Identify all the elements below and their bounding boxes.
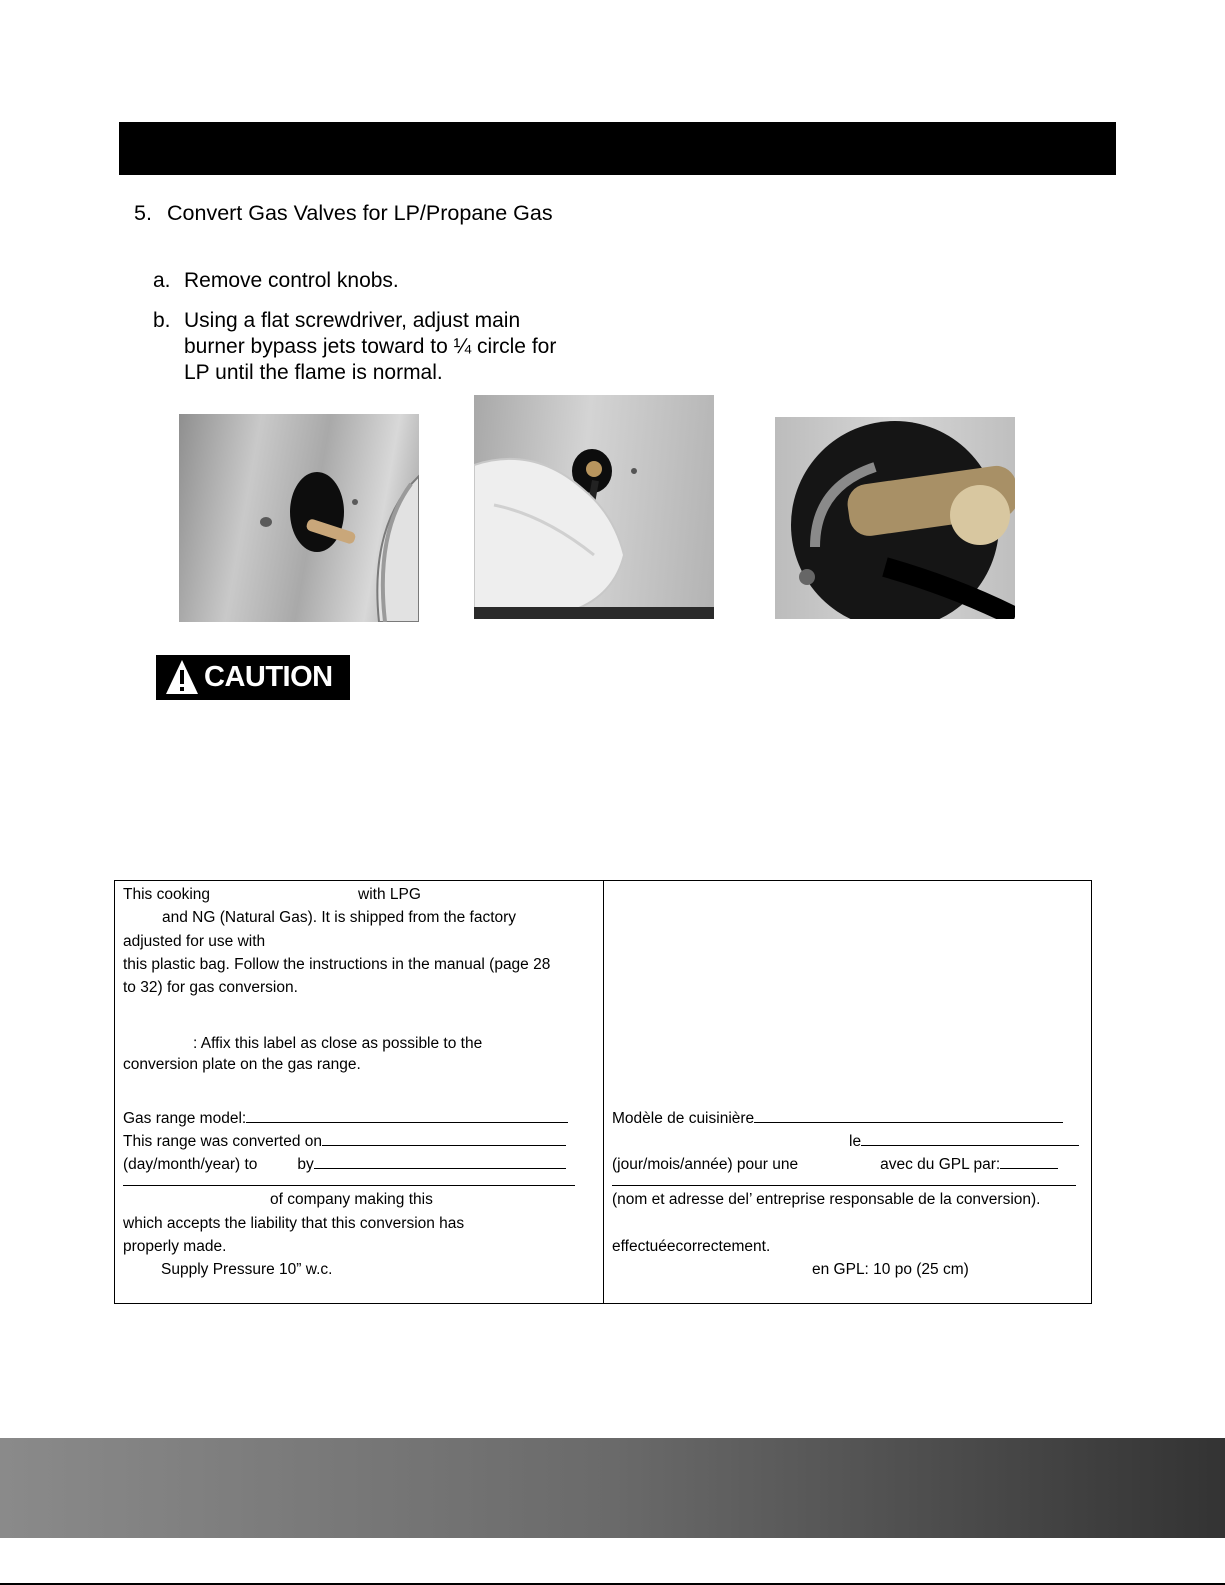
en-converted-row bbox=[123, 1131, 566, 1151]
fr-model-blank bbox=[754, 1108, 1063, 1123]
substep-text: Remove control knobs. bbox=[184, 269, 399, 292]
fr-company-blank bbox=[612, 1185, 1076, 1186]
substep-text bbox=[184, 308, 604, 386]
en-model-label: Gas range model: bbox=[123, 1110, 247, 1127]
fr-date-row bbox=[612, 1154, 1058, 1174]
en-line-6: : Affix this label as close as possible to the bbox=[193, 1035, 483, 1052]
en-line-3: adjusted for use with bbox=[123, 933, 266, 950]
valve-closeup-illustration bbox=[775, 417, 1015, 619]
fr-le-blank bbox=[861, 1131, 1079, 1146]
en-line-1 bbox=[123, 886, 421, 904]
step-title bbox=[134, 201, 553, 226]
en-liability: which accepts the liability that this conversion has bbox=[123, 1215, 465, 1232]
fr-effectuee: effectuéecorrectement. bbox=[612, 1238, 771, 1255]
photo-valve-stem bbox=[179, 414, 419, 622]
en-company-tail: of company making this bbox=[270, 1191, 433, 1208]
en-properly: properly made. bbox=[123, 1238, 227, 1255]
en-line-1a: This cooking bbox=[123, 886, 211, 903]
substep-line: Using a flat screwdriver, adjust main bbox=[184, 309, 521, 332]
photo-valve-closeup bbox=[775, 417, 1015, 619]
fr-pressure: en GPL: 10 po (25 cm) bbox=[812, 1261, 969, 1278]
en-line-1b: with LPG bbox=[358, 886, 421, 903]
en-date-label: (day/month/year) to bbox=[123, 1156, 258, 1173]
step-number: 5. bbox=[134, 201, 152, 225]
fr-model-label: Modèle de cuisinière bbox=[612, 1110, 755, 1127]
en-model-blank bbox=[246, 1108, 568, 1123]
en-line-7: conversion plate on the gas range. bbox=[123, 1056, 361, 1073]
column-divider bbox=[603, 881, 604, 1303]
substep-line: LP until the flame is normal. bbox=[184, 361, 443, 384]
en-model-row bbox=[123, 1108, 568, 1128]
caution-badge bbox=[156, 655, 350, 700]
substep-letter: b. bbox=[153, 309, 171, 332]
en-converted-label: This range was converted on bbox=[123, 1133, 323, 1150]
warning-triangle-icon bbox=[165, 659, 199, 695]
footer-bar bbox=[0, 1438, 1225, 1538]
step-title-text: Convert Gas Valves for LP/Propane Gas bbox=[167, 201, 553, 225]
substep-line: burner bypass jets toward to ¼ circle for bbox=[184, 335, 557, 358]
fr-date-label: (jour/mois/année) pour une bbox=[612, 1156, 799, 1173]
en-by-label: by bbox=[297, 1156, 314, 1173]
en-line-5: to 32) for gas conversion. bbox=[123, 979, 298, 996]
photo-gloved-hand-screwdriver bbox=[474, 395, 714, 619]
en-line-4: this plastic bag. Follow the instructions in the manual (page 28 bbox=[123, 956, 551, 973]
fr-gpl-label: avec du GPL par: bbox=[880, 1156, 1001, 1173]
conversion-label-box bbox=[114, 880, 1092, 1304]
section-header-bar bbox=[119, 122, 1116, 175]
en-line-2: and NG (Natural Gas). It is shipped from the factory bbox=[162, 909, 517, 926]
en-date-row bbox=[123, 1154, 566, 1174]
caution-label: CAUTION bbox=[204, 661, 333, 693]
en-company-blank bbox=[123, 1185, 575, 1186]
fr-company: (nom et adresse del’ entreprise responsable de la conversion). bbox=[612, 1191, 1041, 1208]
fr-gpl-blank bbox=[1000, 1154, 1058, 1169]
gloved-hand-illustration bbox=[474, 395, 714, 619]
en-supply: Supply Pressure 10” w.c. bbox=[161, 1261, 333, 1278]
fr-le-row bbox=[849, 1131, 1079, 1151]
fr-le-label: le bbox=[849, 1133, 862, 1150]
en-by-blank bbox=[314, 1154, 566, 1169]
valve-stem-illustration bbox=[179, 414, 419, 622]
en-converted-blank bbox=[322, 1131, 566, 1146]
fr-model-row bbox=[612, 1108, 1063, 1128]
substep-letter: a. bbox=[153, 269, 171, 292]
